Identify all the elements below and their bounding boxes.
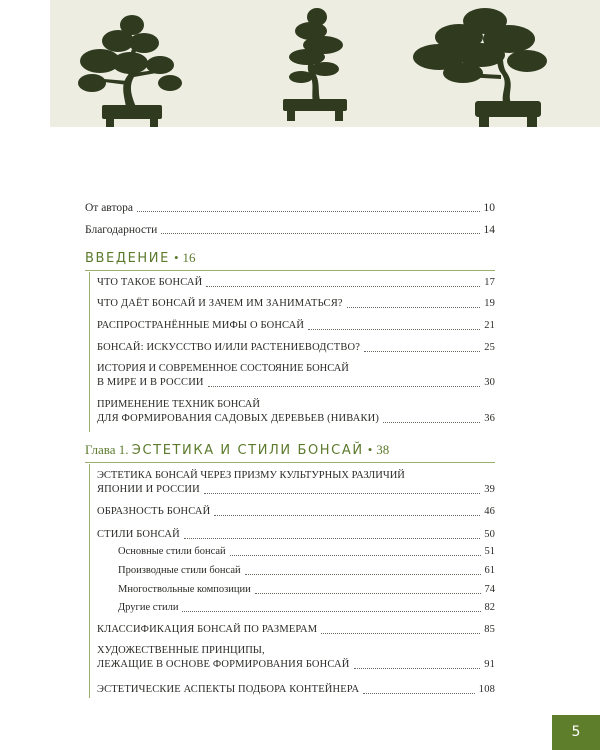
bonsai-cloud-tree-icon — [405, 3, 555, 127]
dot-leader — [321, 633, 480, 634]
section-rule — [85, 462, 495, 463]
dot-leader — [255, 593, 481, 594]
heading-bullet: • — [173, 250, 179, 265]
section-rule — [85, 270, 495, 271]
toc-entry-title: БОНСАЙ: ИСКУССТВО И/ИЛИ РАСТЕНИЕВОДСТВО? — [97, 342, 361, 353]
toc-entry-page: 108 — [478, 684, 495, 695]
toc-entry[interactable] — [85, 223, 495, 237]
toc-entry-page: 21 — [484, 320, 495, 331]
toc-subentry[interactable] — [118, 564, 495, 578]
toc-entry-title: Благодарности — [85, 224, 158, 236]
toc-entry[interactable] — [97, 528, 495, 542]
toc-entry-title: ДЛЯ ФОРМИРОВАНИЯ САДОВЫХ ДЕРЕВЬЕВ (НИВАКИ) — [97, 413, 379, 424]
toc-entry-page: 36 — [484, 413, 495, 424]
toc-entry-title: ОБРАЗНОСТЬ БОНСАЙ — [97, 506, 211, 517]
toc-entry[interactable] — [97, 683, 495, 697]
toc-entry-title: От автора — [85, 202, 133, 214]
toc-entry-title: В МИРЕ И В РОССИИ — [97, 377, 204, 388]
toc-entry-page: 50 — [484, 529, 495, 540]
toc-subentry[interactable] — [118, 583, 495, 597]
toc-entry-page: 30 — [484, 377, 495, 388]
section-title: ВВЕДЕНИЕ — [85, 251, 170, 266]
dot-leader — [184, 538, 480, 539]
toc-entry-page: 46 — [484, 506, 495, 517]
toc-entry[interactable] — [97, 276, 495, 290]
toc-entry-title: ЧТО ТАКОЕ БОНСАЙ — [97, 277, 203, 288]
toc-entry-title: РАСПРОСТРАНЁННЫЕ МИФЫ О БОНСАЙ — [97, 320, 305, 331]
toc-entry-title: ЯПОНИИ И РОССИИ — [97, 484, 200, 495]
toc-entry-page: 14 — [483, 224, 495, 236]
section-page: 38 — [376, 442, 390, 457]
dot-leader — [206, 286, 480, 287]
dot-leader — [230, 555, 481, 556]
toc-entry[interactable] — [85, 201, 495, 215]
toc-entry[interactable] — [97, 412, 495, 426]
dot-leader — [354, 668, 481, 669]
toc-entry-title: Многоствольные композиции — [118, 584, 251, 595]
toc-entry[interactable] — [97, 319, 495, 333]
section-vertical-rule — [89, 464, 90, 698]
toc-entry-page: 85 — [484, 624, 495, 635]
dot-leader — [383, 422, 480, 423]
toc-entry-page: 91 — [484, 659, 495, 670]
toc-entry-title: Основные стили бонсай — [118, 546, 226, 557]
toc-entry-title: КЛАССИФИКАЦИЯ БОНСАЙ ПО РАЗМЕРАМ — [97, 624, 318, 635]
toc-entry-page: 51 — [484, 546, 495, 557]
dot-leader — [363, 693, 475, 694]
dot-leader — [161, 233, 479, 234]
toc-entry-page: 25 — [484, 342, 495, 353]
toc-entry[interactable] — [97, 483, 495, 497]
toc-entry-page: 19 — [484, 298, 495, 309]
section-title: ЭСТЕТИКА И СТИЛИ БОНСАЙ — [131, 443, 364, 458]
toc-entry[interactable] — [97, 376, 495, 390]
dot-leader — [364, 351, 480, 352]
toc-entry-title: Производные стили бонсай — [118, 565, 241, 576]
toc-entry-title: ЛЕЖАЩИЕ В ОСНОВЕ ФОРМИРОВАНИЯ БОНСАЙ — [97, 659, 350, 670]
dot-leader — [214, 515, 480, 516]
dot-leader — [182, 611, 480, 612]
section-heading-intro[interactable] — [85, 249, 196, 268]
toc-entry-page: 10 — [483, 202, 495, 214]
chapter-prefix: Глава 1. — [85, 442, 129, 457]
bonsai-tree-icon — [70, 3, 190, 127]
section-heading-chapter1[interactable] — [85, 441, 389, 460]
dot-leader — [208, 386, 481, 387]
toc-entry-line1: ПРИМЕНЕНИЕ ТЕХНИК БОНСАЙ — [97, 399, 260, 410]
toc-entry-page: 74 — [484, 584, 495, 595]
dot-leader — [204, 493, 480, 494]
toc-entry[interactable] — [97, 658, 495, 672]
toc-entry-title: ЧТО ДАЁТ БОНСАЙ И ЗАЧЕМ ИМ ЗАНИМАТЬСЯ? — [97, 298, 343, 309]
toc-entry-line1: ИСТОРИЯ И СОВРЕМЕННОЕ СОСТОЯНИЕ БОНСАЙ — [97, 363, 349, 374]
toc-entry-title: ЭСТЕТИЧЕСКИЕ АСПЕКТЫ ПОДБОРА КОНТЕЙНЕРА — [97, 684, 360, 695]
toc-entry-page: 61 — [484, 565, 495, 576]
toc-entry[interactable] — [97, 341, 495, 355]
header-banner — [50, 0, 600, 127]
section-page: 16 — [182, 250, 196, 265]
toc-entry-page: 39 — [484, 484, 495, 495]
dot-leader — [245, 574, 481, 575]
dot-leader — [308, 329, 480, 330]
toc-entry[interactable] — [97, 623, 495, 637]
toc-entry[interactable] — [97, 297, 495, 311]
toc-entry-line1: ЭСТЕТИКА БОНСАЙ ЧЕРЕЗ ПРИЗМУ КУЛЬТУРНЫХ РАЗЛИЧИЙ — [97, 470, 405, 481]
dot-leader — [347, 307, 481, 308]
page-number: 5 — [552, 715, 600, 750]
toc-entry-page: 17 — [484, 277, 495, 288]
toc-entry[interactable] — [97, 505, 495, 519]
bonsai-pine-icon — [255, 3, 375, 127]
toc-entry-line1: ХУДОЖЕСТВЕННЫЕ ПРИНЦИПЫ, — [97, 645, 265, 656]
toc-entry-title: СТИЛИ БОНСАЙ — [97, 529, 180, 540]
heading-bullet: • — [367, 442, 373, 457]
toc-subentry[interactable] — [118, 601, 495, 615]
toc-entry-page: 82 — [484, 602, 495, 613]
dot-leader — [137, 211, 480, 212]
toc-entry-title: Другие стили — [118, 602, 179, 613]
section-vertical-rule — [89, 272, 90, 432]
toc-subentry[interactable] — [118, 545, 495, 559]
